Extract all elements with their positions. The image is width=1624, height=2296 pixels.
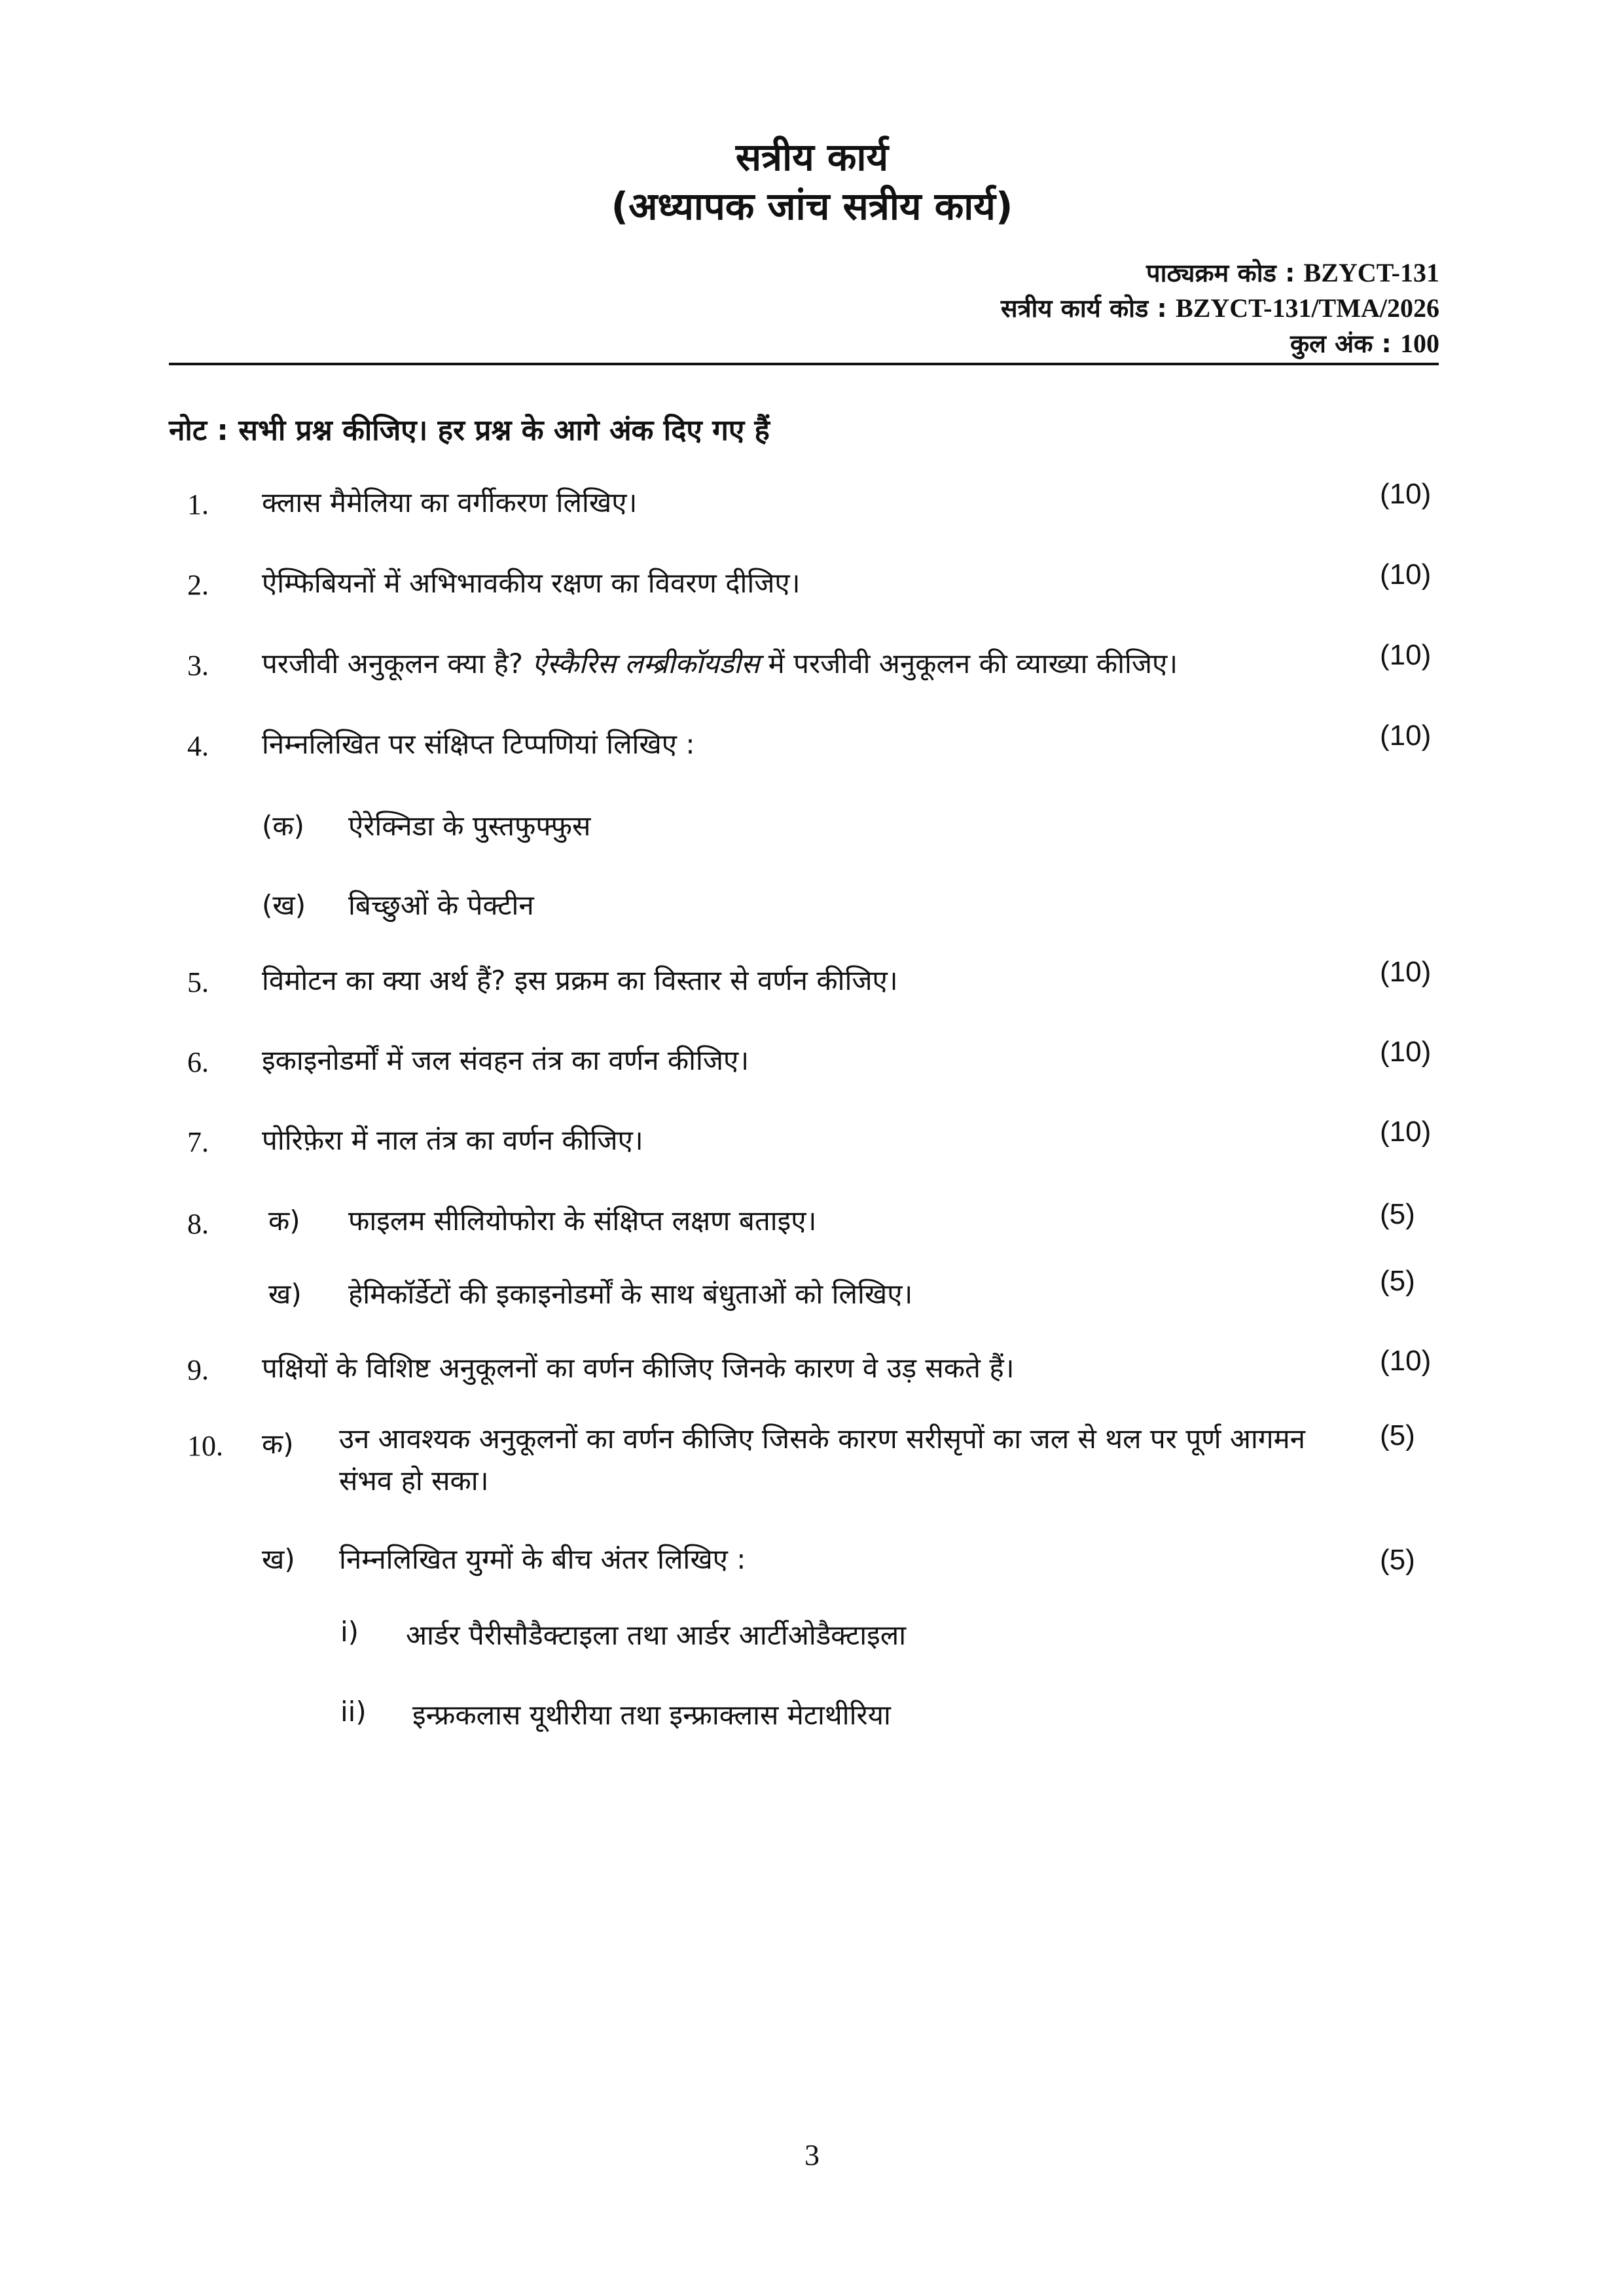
instruction-note: नोट : सभी प्रश्न कीजिए। हर प्रश्न के आगे अंक दिए गए हैं <box>169 414 770 447</box>
sub-question-text: फाइलम सीलियोफोरा के संक्षिप्त लक्षण बताइए। <box>348 1205 817 1237</box>
question-text: ऐम्फिबियनों में अभिभावकीय रक्षण का विवरण दीजिए। <box>262 567 801 599</box>
question-text <box>262 643 1178 685</box>
question-marks: (10) <box>1380 639 1432 671</box>
question-number: 7. <box>187 1126 209 1158</box>
question-marks: (10) <box>1380 720 1432 752</box>
sub-question-label: (ख) <box>262 889 306 921</box>
question-number: 4. <box>187 730 209 762</box>
course-code-label: पाठ्यक्रम कोड : <box>1146 259 1295 287</box>
course-code-value: BZYCT-131 <box>1303 258 1439 287</box>
question-text: निम्नलिखित पर संक्षिप्त टिप्पणियां लिखिए : <box>262 728 695 760</box>
sub-question-text: ऐरेक्निडा के पुस्तफुफ्फुस <box>348 810 591 842</box>
question-marks: (10) <box>1380 478 1432 510</box>
assignment-code-label: सत्रीय कार्य कोड : <box>1000 294 1167 323</box>
question-number: 10. <box>187 1430 223 1462</box>
question-marks: (5) <box>1380 1265 1415 1297</box>
sub-question-text: बिच्छुओं के पेक्टीन <box>348 889 534 921</box>
course-code <box>1146 257 1439 289</box>
sub-question-label: क) <box>262 1428 294 1460</box>
total-marks-value: 100 <box>1400 329 1439 358</box>
question-marks: (10) <box>1380 558 1432 591</box>
page-number: 3 <box>804 2138 820 2172</box>
pair-item-text: इन्फ्रकलास यूथीरीया तथा इन्फ्राक्लास मेटाथीरिया <box>412 1699 891 1731</box>
pair-item-label: ii) <box>340 1696 367 1728</box>
sub-question-label: क) <box>268 1205 300 1237</box>
question-text-italic: ऐस्कैरिस लम्ब्रीकॉयडीस <box>532 647 760 680</box>
question-marks: (5) <box>1380 1198 1415 1230</box>
question-marks: (10) <box>1380 956 1432 988</box>
sub-question-label: ख) <box>268 1278 302 1310</box>
question-number: 9. <box>187 1354 209 1386</box>
sub-question-text: हेमिकॉर्डेटों की इकाइनोडर्मों के साथ बंधुताओं को लिखिए। <box>348 1278 913 1310</box>
assignment-code <box>1001 292 1439 325</box>
question-text: क्लास मैमेलिया का वर्गीकरण लिखिए। <box>262 486 638 519</box>
question-marks: (10) <box>1380 1036 1432 1068</box>
sub-question-text: उन आवश्यक अनुकूलनों का वर्णन कीजिए जिसके कारण सरीसृपों का जल से थल पर पूर्ण आगमन संभव हो सका। <box>339 1423 1305 1497</box>
question-marks: (5) <box>1380 1544 1415 1576</box>
question-number: 2. <box>187 569 209 601</box>
pair-item-label: i) <box>340 1616 359 1648</box>
question-text-part: परजीवी अनुकूलन क्या है? <box>262 647 524 680</box>
question-text: इकाइनोडर्मों में जल संवहन तंत्र का वर्णन कीजिए। <box>262 1044 749 1076</box>
header-divider <box>169 363 1439 365</box>
question-number: 5. <box>187 966 209 998</box>
pair-item-text: आर्डर पैरीसौडैक्टाइला तथा आर्डर आर्टीओडैक्टाइला <box>406 1619 907 1651</box>
question-text: पोरिफ़ेरा में नाल तंत्र का वर्णन कीजिए। <box>262 1124 643 1156</box>
sub-question-label: ख) <box>262 1543 295 1575</box>
question-text: विमोटन का क्या अर्थ हैं? इस प्रक्रम का विस्तार से वर्णन कीजिए। <box>262 964 898 996</box>
question-text: पक्षियों के विशिष्ट अनुकूलनों का वर्णन कीजिए जिनके कारण वे उड़ सकते हैं। <box>262 1352 1015 1384</box>
sub-question-text: निम्नलिखित युग्मों के बीच अंतर लिखिए : <box>339 1543 746 1575</box>
question-number: 8. <box>187 1208 209 1240</box>
question-number: 3. <box>187 649 209 682</box>
sub-question-label: (क) <box>262 810 305 842</box>
question-number: 6. <box>187 1046 209 1078</box>
question-marks: (10) <box>1380 1345 1432 1377</box>
question-marks: (10) <box>1380 1116 1432 1148</box>
question-marks: (5) <box>1380 1419 1415 1451</box>
assignment-code-value: BZYCT-131/TMA/2026 <box>1175 293 1439 323</box>
document-subtitle: (अध्यापक जांच सत्रीय कार्य) <box>611 184 1013 228</box>
document-title: सत्रीय कार्य <box>735 135 889 179</box>
question-number: 1. <box>187 488 209 520</box>
total-marks-label: कुल अंक : <box>1290 329 1392 358</box>
total-marks <box>1290 327 1439 360</box>
question-text-part: में परजीवी अनुकूलन की व्याख्या कीजिए। <box>768 647 1178 680</box>
